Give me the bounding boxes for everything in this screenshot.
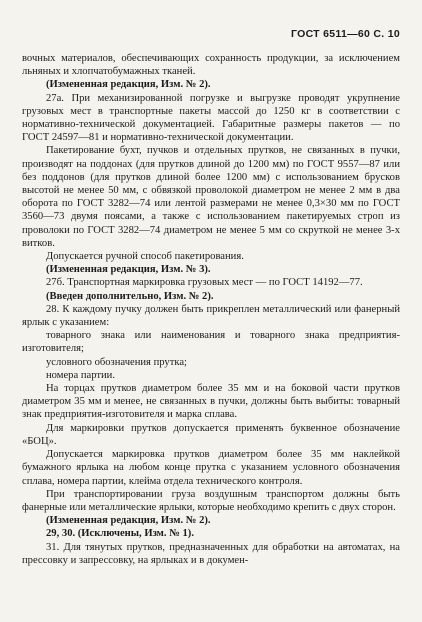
paragraph: На торцах прутков диаметром более 35 мм и на боковой части прутков диаметром 35 мм и менее, не связанных в пучки, должны быть выбиты: товарный знак предприятия-изготовителя и марка сплава. bbox=[22, 383, 400, 421]
list-item: условного обозначения прутка; bbox=[46, 356, 187, 368]
paragraph: 31. Для тянутых прутков, предназначенных для обработки на автоматах, на прессовку и запрессовку, на ярлыках и в докумен- bbox=[22, 541, 400, 566]
paragraph: 27б. Транспортная маркировка грузовых мест — по ГОСТ 14192—77. bbox=[46, 277, 363, 289]
amendment-note: 29, 30. (Исключены, Изм. № 1). bbox=[46, 528, 194, 540]
list-item: номера партии. bbox=[46, 369, 115, 381]
paragraph: Пакетирование бухт, пучков и отдельных прутков, не связанных в пучки, производят на поддонах (для прутков длиной до 1200 мм) по ГОСТ 9557—87 или без поддонов (для прутков длиной более 1200 мм) с использованием брусков высотой не менее 50 мм, с обвязкой проволокой диаметром не менее 2 мм в два оборота по ГОСТ 3282—74 или лентой размерами не менее 0,3×30 мм по ГОСТ 3560—73 двумя поясами, а также с использованием пакетируемых строп из проволоки по ГОСТ 3282—74 диаметром не менее 5 мм со скруткой не менее 3-х витков. bbox=[22, 145, 400, 249]
document-body bbox=[22, 52, 400, 567]
paragraph: Для маркировки прутков допускается применять буквенное обозначение «БОЦ». bbox=[22, 422, 400, 447]
paragraph: 28. К каждому пучку должен быть прикреплен металлический или фанерный ярлык с указанием: bbox=[22, 303, 400, 329]
amendment-note: (Измененная редакция, Изм. № 3). bbox=[46, 264, 211, 276]
paragraph: Допускается ручной способ пакетирования. bbox=[46, 251, 244, 263]
list-item: товарного знака или наименования и товарного знака предприятия-изготовителя; bbox=[22, 330, 400, 355]
page-header: ГОСТ 6511—60 С. 10 bbox=[290, 28, 400, 40]
paragraph: вочных материалов, обеспечивающих сохранность продукции, за исключением льняных и хлопчатобумажных тканей. bbox=[22, 53, 400, 78]
amendment-note: (Введен дополнительно, Изм. № 2). bbox=[46, 290, 214, 302]
paragraph: 27а. При механизированной погрузке и выгрузке проводят укрупнение грузовых мест в транспортные пакеты массой до 1250 кг в соответствии с нормативно-технической документацией. Габаритные размеры пакетов — по ГОСТ 24597—81 и нормативно-технической документации. bbox=[22, 92, 400, 144]
paragraph: Допускается маркировка прутков диаметром более 35 мм наклейкой бумажного ярлыка на любом конце прутка с указанием условного обозначения сплава, номера партии, клейма отдела технического контроля. bbox=[22, 449, 400, 487]
amendment-note: (Измененная редакция, Изм. № 2). bbox=[46, 515, 211, 527]
amendment-note: (Измененная редакция, Изм. № 2). bbox=[46, 79, 211, 91]
paragraph: При транспортировании груза воздушным транспортом должны быть фанерные или металлические ярлыки, которые необходимо крепить с двух сторон. bbox=[22, 488, 400, 513]
